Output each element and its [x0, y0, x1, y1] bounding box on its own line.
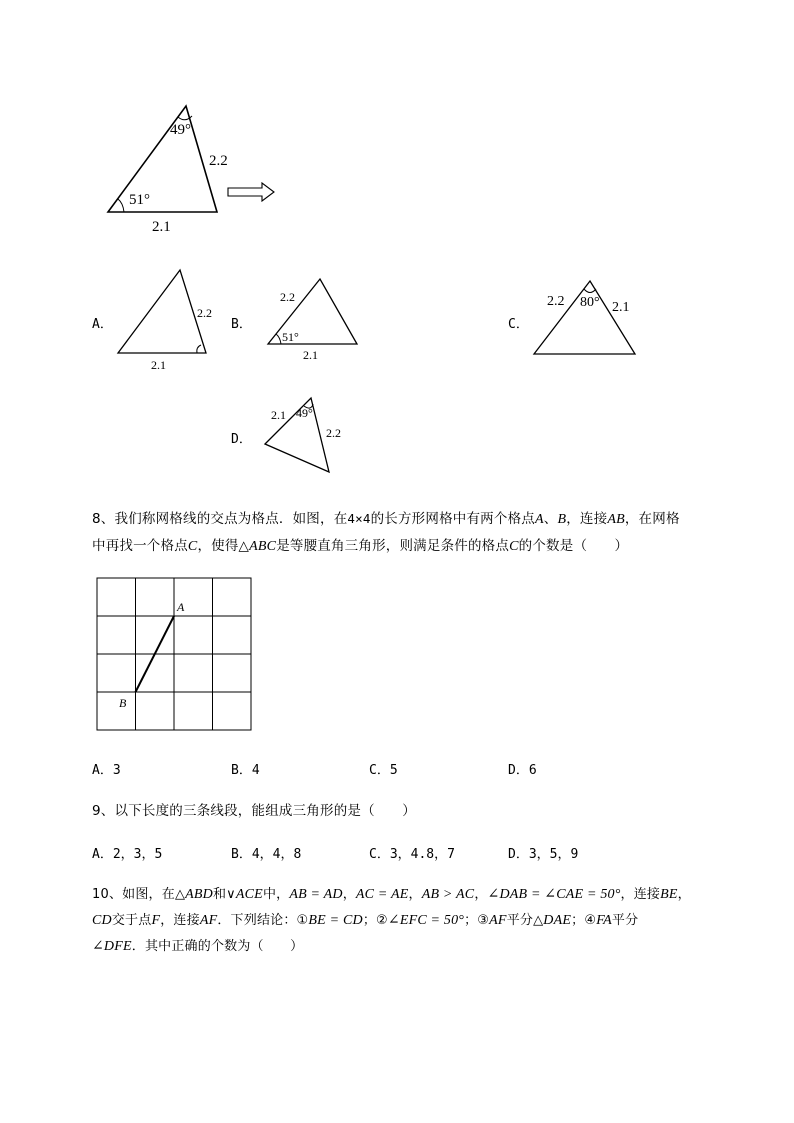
- option-b-side-bottom: 2.1: [303, 348, 318, 362]
- q7-option-a-letter: A．: [92, 317, 113, 332]
- q10-stem-line2: CD交于点F，连接AF．下列结论：①BE = CD；②∠EFC = 50°；③AF平分△DAE；④FA平分: [92, 913, 639, 928]
- q9-option-d[interactable]: D．3，5，9: [508, 847, 579, 862]
- q7-option-c-letter: C．: [508, 317, 529, 332]
- q8-option-c[interactable]: C．5: [369, 763, 398, 778]
- option-a-side-right: 2.2: [197, 306, 212, 320]
- option-b-side-left: 2.2: [280, 290, 295, 304]
- option-c-side-left: 2.2: [547, 294, 565, 309]
- label-a: A: [177, 600, 185, 614]
- q9-stem: 9、以下长度的三条线段，能组成三角形的是（ ）: [92, 803, 416, 819]
- option-a-side-bottom: 2.1: [151, 358, 166, 372]
- q9-option-c[interactable]: C．3，4.8，7: [369, 847, 455, 862]
- option-d-side-right: 2.2: [326, 426, 341, 440]
- option-d-side-left: 2.1: [271, 408, 286, 422]
- angle-left-label: 51°: [129, 192, 150, 208]
- q8-option-d[interactable]: D．6: [508, 763, 537, 778]
- q8-grid-figure: [96, 577, 256, 733]
- q7-option-a-figure: [0, 0, 794, 480]
- angle-top-label: 49°: [170, 122, 191, 138]
- q7-option-d-letter: D．: [231, 432, 252, 447]
- side-bottom-label: 2.1: [152, 219, 171, 235]
- option-d-angle: 49°: [296, 406, 313, 420]
- q8-stem-line1: 8、我们称网格线的交点为格点．如图，在4×4的长方形网格中有两个格点A、B，连接AB，在网格: [92, 511, 680, 527]
- q7-option-b-letter: B．: [231, 317, 252, 332]
- q10-stem-line1: 10、如图，在△ABD和∨ACE中，AB = AD，AC = AE，AB > AC，∠DAB = ∠CAE = 50°，连接BE，: [92, 887, 691, 902]
- q9-option-b[interactable]: B．4，4，8: [231, 847, 302, 862]
- q8-option-b[interactable]: B．4: [231, 763, 260, 778]
- q9-option-a[interactable]: A．2，3，5: [92, 847, 163, 862]
- q8-option-a[interactable]: A．3: [92, 763, 121, 778]
- option-c-side-right: 2.1: [612, 300, 630, 315]
- q8-stem-line2: 中再找一个格点C，使得△ABC是等腰直角三角形，则满足条件的格点C的个数是（ ）: [92, 538, 629, 554]
- side-right-label: 2.2: [209, 153, 228, 169]
- q10-stem-line3: ∠DFE．其中正确的个数为（ ）: [92, 939, 304, 954]
- option-c-angle: 80°: [580, 295, 600, 310]
- option-b-angle: 51°: [282, 330, 299, 344]
- label-b: B: [119, 696, 127, 710]
